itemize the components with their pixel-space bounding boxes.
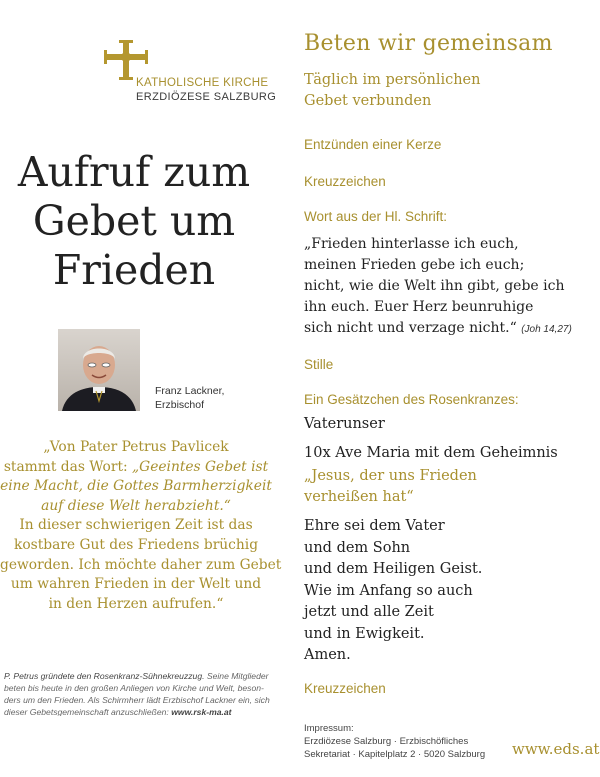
- page-title: [0, 148, 268, 295]
- caption-name: Franz Lackner,: [155, 385, 225, 397]
- quote-line-part: stammt das Wort:: [3, 458, 133, 475]
- gloria-line: und dem Sohn: [304, 539, 411, 556]
- quote-line-part: „Geeintes Gebet ist: [132, 458, 269, 475]
- website-link[interactable]: www.eds.at: [512, 740, 600, 758]
- quote-line: auf diese Welt herabzieht.“: [41, 497, 231, 514]
- gloria-line: Wie im Anfang so auch: [304, 582, 473, 599]
- ave-maria: 10x Ave Maria mit dem Geheimnis: [304, 445, 558, 461]
- logo-line-1: KATHOLISCHE KIRCHE: [136, 77, 269, 89]
- scripture-text: [304, 234, 572, 340]
- prayer-heading: Beten wir gemeinsam: [304, 31, 553, 56]
- rosary-mystery: [304, 466, 477, 508]
- impressum-line: Sekretariat · Kapitelplatz 2 · 5020 Salzburg: [304, 749, 486, 760]
- prayer-sub-line: Täglich im persönlichen: [304, 72, 481, 88]
- scripture-line-text: sich nicht und verzage nicht.“: [304, 320, 517, 336]
- title-line-3: Frieden: [52, 246, 216, 294]
- quote-line: In dieser schwierigen Zeit ist das: [19, 517, 253, 534]
- impressum: [304, 722, 485, 761]
- quote-line: geworden. Ich möchte daher zum Gebet: [0, 556, 282, 573]
- quote-line: kostbare Gut des Friedens brüchig: [13, 536, 259, 553]
- mystery-line: „Jesus, der uns Frieden: [304, 468, 477, 484]
- title-line-2: Gebet um: [32, 197, 236, 245]
- archbishop-quote: [0, 438, 282, 614]
- step-cross: Kreuzzeichen: [304, 174, 386, 189]
- vaterunser: Vaterunser: [304, 416, 385, 432]
- impressum-line: Erzdiözese Salzburg · Erzbischöfliches: [304, 736, 469, 747]
- footnote-text: dieser Gebetsgemeinschaft anzuschließen:: [4, 707, 172, 716]
- gloria-line: Amen.: [304, 647, 351, 663]
- quote-line: eine Macht, die Gottes Barmherzigkeit: [0, 478, 272, 495]
- diocese-logo: [104, 38, 277, 103]
- mystery-line: verheißen hat“: [304, 489, 414, 505]
- step-cross-final: Kreuzzeichen: [304, 681, 386, 696]
- rsk-link[interactable]: www.rsk-ma.at: [171, 707, 232, 716]
- quote-line: [0, 458, 272, 478]
- scripture-reference: (Joh 14,27): [521, 324, 572, 335]
- scripture-line: [304, 318, 572, 340]
- gloria-patri: [304, 516, 482, 667]
- footnote-line: [4, 670, 270, 682]
- step-rosary: Ein Gesätzchen des Rosenkranzes:: [304, 392, 519, 407]
- prayer-sub-line: Gebet verbunden: [304, 93, 432, 109]
- footnote-line: [4, 706, 270, 716]
- gloria-line: und dem Heiligen Geist.: [304, 561, 483, 577]
- bishop-portrait: [58, 329, 140, 411]
- impressum-label: Impressum:: [304, 723, 354, 734]
- step-scripture: Wort aus der Hl. Schrift:: [304, 209, 448, 224]
- title-line-1: Aufruf zum: [17, 148, 251, 196]
- footnote-text: Seine Mitglieder: [204, 671, 269, 681]
- scripture-line: meinen Frieden gebe ich euch;: [304, 257, 525, 273]
- step-silence: Stille: [304, 357, 334, 372]
- portrait-caption: [155, 384, 224, 412]
- caption-role: Erzbischof: [155, 399, 205, 411]
- footnote-lead: P. Petrus gründete den Rosenkranz-Sühnekreuzzug.: [4, 671, 205, 681]
- quote-line: „Von Pater Petrus Pavlicek: [43, 439, 229, 455]
- quote-line: um wahren Frieden in der Welt und: [10, 576, 262, 593]
- scripture-line: „Frieden hinterlasse ich euch,: [304, 236, 519, 252]
- logo-line-2: ERZDIÖZESE SALZBURG: [136, 91, 277, 103]
- footnote-line: beten bis heute in den großen Anliegen von Kirche und Welt, beson-: [4, 683, 264, 693]
- scripture-line: nicht, wie die Welt ihn gibt, gebe ich: [304, 278, 565, 294]
- quote-line: in den Herzen aufrufen.“: [48, 595, 224, 612]
- gloria-line: und in Ewigkeit.: [304, 625, 425, 642]
- prayer-subheading: [304, 70, 480, 112]
- gloria-line: Ehre sei dem Vater: [304, 518, 445, 534]
- step-candle: Entzünden einer Kerze: [304, 137, 442, 152]
- scripture-line: ihn euch. Euer Herz beunruhige: [304, 299, 534, 315]
- gloria-line: jetzt und alle Zeit: [304, 604, 434, 620]
- cross-icon: [104, 38, 148, 82]
- footnote-line: ders um den Frieden. Als Schirmherr lädt Erzbischof Lackner ein, sich: [4, 695, 270, 705]
- footnote: [4, 670, 270, 716]
